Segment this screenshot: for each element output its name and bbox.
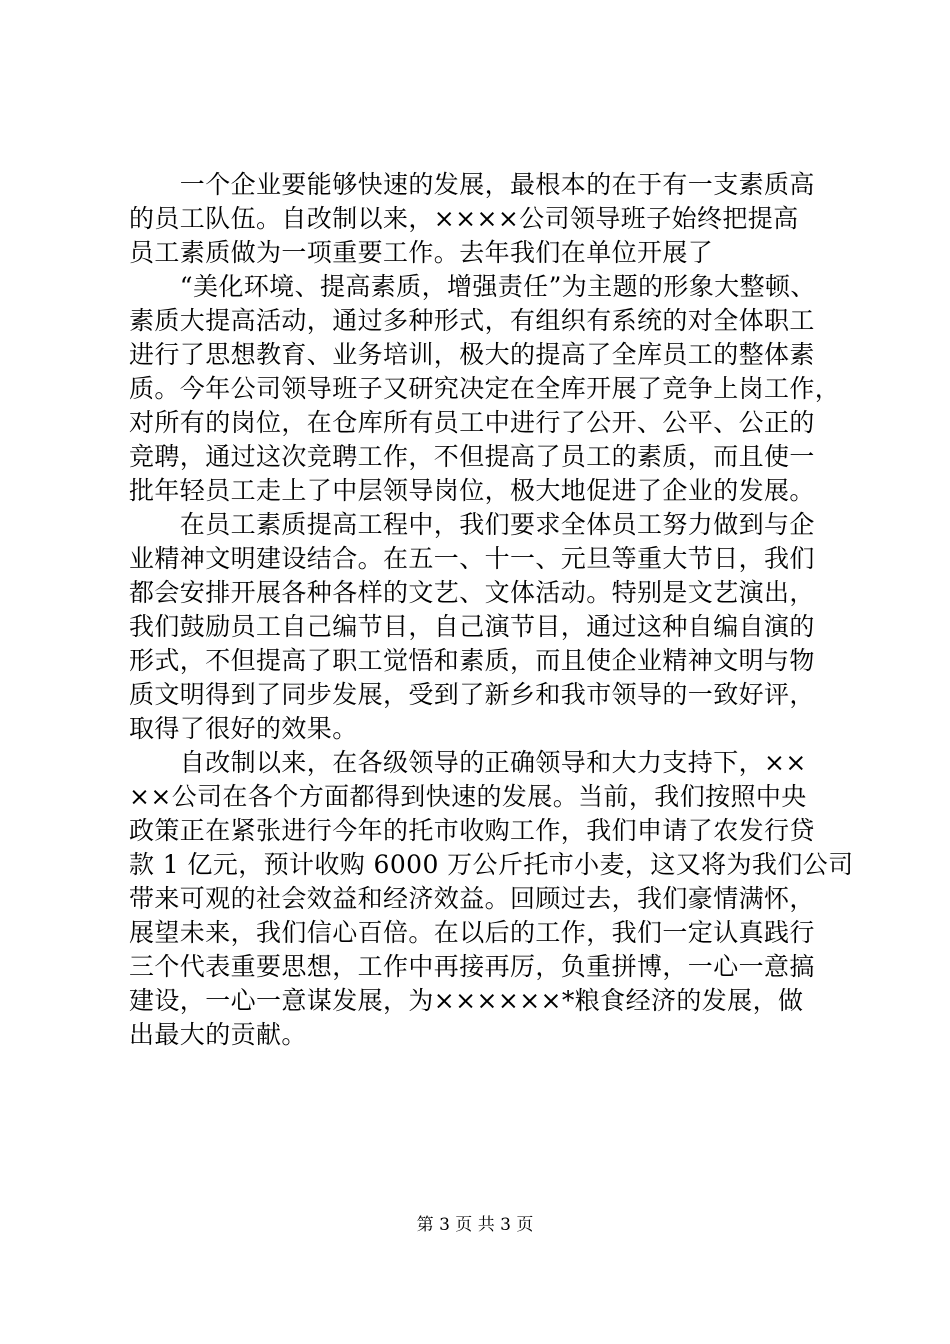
text-line: ××公司在各个方面都得到快速的发展。当前，我们按照中央 [129, 782, 807, 811]
text-line: 员工素质做为一项重要工作。去年我们在单位开展了 [129, 238, 714, 267]
text-line: 质文明得到了同步发展，受到了新乡和我市领导的一致好评， [129, 680, 815, 709]
text-line: 我们鼓励员工自己编节目，自己演节目，通过这种自编自演的 [129, 612, 815, 641]
text-line: 款 1 亿元，预计收购 6000 万公斤托市小麦，这又将为我们公司 [129, 850, 854, 879]
text-line: 一个企业要能够快速的发展，最根本的在于有一支素质高 [129, 170, 815, 199]
text-line: 在员工素质提高工程中，我们要求全体员工努力做到与企 [129, 510, 815, 539]
text-line: 对所有的岗位，在仓库所有员工中进行了公开、公平、公正的 [129, 408, 815, 437]
text-line: 政策正在紧张进行今年的托市收购工作，我们申请了农发行贷 [129, 816, 815, 845]
text-line: 质。今年公司领导班子又研究决定在全库开展了竞争上岗工作， [129, 374, 841, 403]
text-line: 展望未来，我们信心百倍。在以后的工作，我们一定认真践行 [129, 918, 815, 947]
text-line: 都会安排开展各种各样的文艺、文体活动。特别是文艺演出， [129, 578, 815, 607]
text-line: 的员工队伍。自改制以来，××××公司领导班子始终把提高 [129, 204, 799, 233]
text-line: 素质大提高活动，通过多种形式，有组织有系统的对全体职工 [129, 306, 815, 335]
text-line: “美化环境、提高素质，增强责任”为主题的形象大整顿、 [129, 272, 816, 301]
text-line: 批年轻员工走上了中层领导岗位，极大地促进了企业的发展。 [129, 476, 815, 505]
text-line: 建设，一心一意谋发展，为××××××*粮食经济的发展，做 [129, 986, 804, 1015]
text-line: 形式，不但提高了职工觉悟和素质，而且使企业精神文明与物 [129, 646, 815, 675]
text-line: 出最大的贡献。 [129, 1020, 307, 1049]
text-line: 业精神文明建设结合。在五一、十一、元旦等重大节日，我们 [129, 544, 815, 573]
text-line: 自改制以来，在各级领导的正确领导和大力支持下，×× [129, 748, 807, 777]
text-line: 竞聘，通过这次竞聘工作，不但提高了员工的素质，而且使一 [129, 442, 815, 471]
text-line: 进行了思想教育、业务培训，极大的提高了全库员工的整体素 [129, 340, 815, 369]
text-line: 三个代表重要思想，工作中再接再厉，负重拼博，一心一意搞 [129, 952, 815, 981]
body-text [129, 168, 854, 1052]
text-line: 带来可观的社会效益和经济效益。回顾过去，我们豪情满怀， [129, 884, 815, 913]
page-number-footer: 第 3 页 共 3 页 [416, 1215, 534, 1235]
text-line: 取得了很好的效果。 [129, 714, 358, 743]
